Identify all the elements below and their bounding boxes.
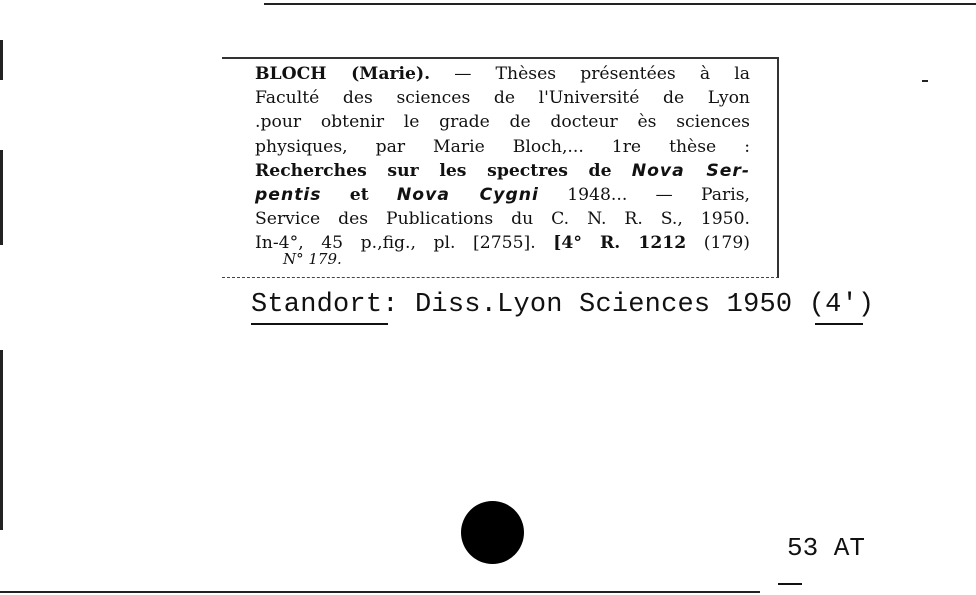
left-border xyxy=(0,350,3,530)
clipping-line: .pour obtenir le grade de docteur ès sciences xyxy=(255,112,750,133)
standort-line: Standort: Diss.Lyon Sciences 1950 (4') xyxy=(251,290,875,320)
left-border xyxy=(0,150,3,245)
clipping-line: In-4°, 45 p.,fig., pl. [2755]. [4° R. 1212 (179) xyxy=(255,233,750,254)
clipping-line: pentis et Nova Cygni 1948... — Paris, xyxy=(255,185,751,206)
standort-underline xyxy=(251,323,388,325)
bottom-border xyxy=(0,591,760,593)
author: BLOCH (Marie). xyxy=(255,64,431,84)
signature-tick xyxy=(778,583,802,585)
clipping-line: physiques, par Marie Bloch,... 1re thèse : xyxy=(255,136,750,157)
clipping-number: N° 179. xyxy=(283,250,342,268)
format-underline xyxy=(815,323,863,325)
punch-hole xyxy=(461,501,524,564)
clipping-line: Service des Publications du C. N. R. S., 1950. xyxy=(255,209,750,230)
clipping-line: BLOCH (Marie). — Thèses présentées à la xyxy=(255,64,750,84)
left-border xyxy=(0,40,3,80)
clipping-line: Recherches sur les spectres de Nova Ser- xyxy=(255,160,751,181)
top-border xyxy=(264,3,976,5)
signature-code: 53 AT xyxy=(787,533,866,563)
right-tick xyxy=(922,80,928,82)
clipping-line: Faculté des sciences de l'Université de Lyon xyxy=(255,88,750,109)
clipping-text xyxy=(255,62,750,256)
